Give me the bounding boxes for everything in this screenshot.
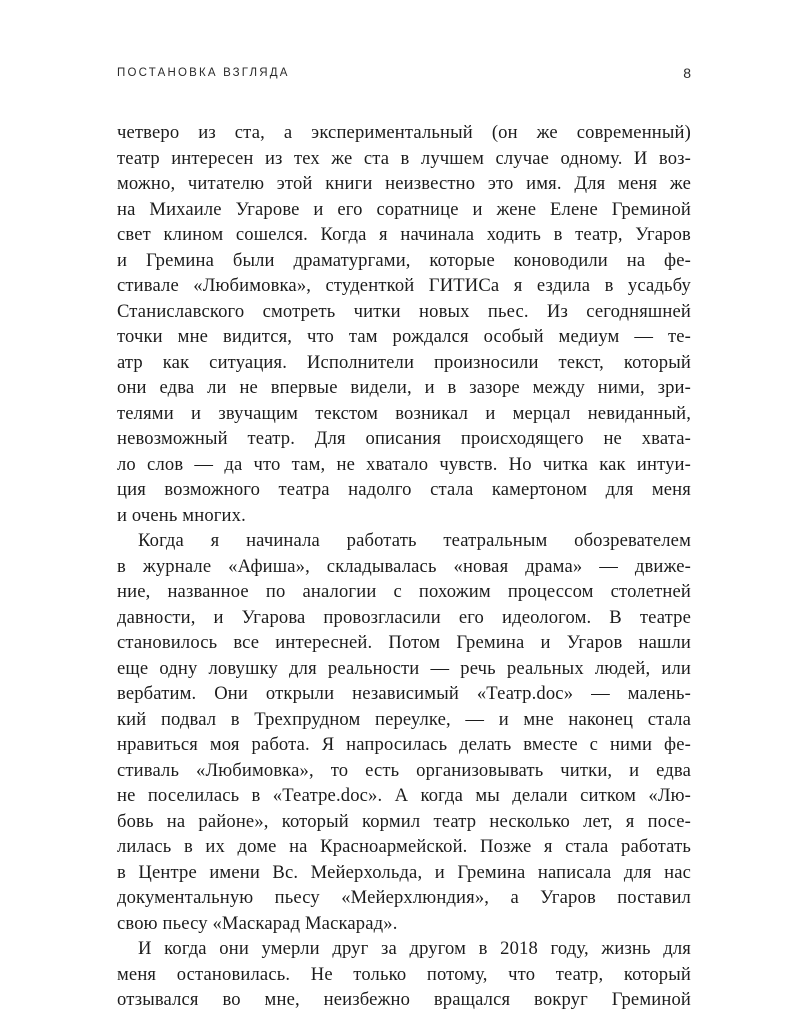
text-line: не поселилась в «Театре.doc». А когда мы делали ситком «Лю- (117, 785, 691, 806)
text-line: и Гремина были драматургами, которые коноводили на фе- (117, 249, 691, 271)
text-line: лилась в их доме на Красноармейской. Позже я стала работать (117, 836, 691, 857)
text-line: Когда я начинала работать театральным обозревателем (138, 530, 691, 551)
text-line: в Центре имени Вс. Мейерхольда, и Гремина написала для нас (117, 861, 691, 883)
text-line: ция возможного театра надолго стала камертоном для меня (117, 479, 691, 500)
text-line: становилось все интересней. Потом Гремина и Угаров нашли (117, 632, 691, 653)
text-line: бовь на районе», который кормил театр несколько лет, я посе- (117, 810, 691, 832)
text-line: и очень многих. (117, 504, 246, 526)
text-line: телями и звучащим текстом возникал и мерцал невиданный, (117, 402, 691, 424)
text-line: И когда они умерли друг за другом в 2018 году, жизнь для (138, 938, 691, 959)
text-line: меня остановилась. Не только потому, что театр, который (117, 963, 691, 985)
text-line: стиваль «Любимовка», то есть организовывать читки, и едва (117, 759, 691, 781)
text-line: вербатим. Они открыли независимый «Театр.doc» — малень- (117, 683, 691, 704)
body-text (117, 120, 691, 1013)
text-line: на Михаиле Угарове и его соратнице и жене Елене Греминой (117, 198, 691, 220)
text-line: стивале «Любимовка», студенткой ГИТИСа я ездила в усадьбу (117, 275, 691, 296)
text-line: ло слов — да что там, не хватало чувств. Но читка как интуи- (117, 453, 691, 475)
text-line: можно, читателю этой книги неизвестно это имя. Для меня же (117, 173, 691, 194)
text-line: нравиться моя работа. Я напросилась делать вместе с ними фе- (117, 734, 691, 755)
running-header (117, 63, 691, 83)
running-title: ПОСТАНОВКА ВЗГЛЯДА (117, 67, 290, 79)
text-line: свет клином сошелся. Когда я начинала ходить в театр, Угаров (117, 224, 691, 245)
text-line: Станиславского смотреть читки новых пьес. Из сегодняшней (117, 300, 691, 322)
text-line: ние, названное по аналогии с похожим процессом столетней (117, 581, 691, 602)
text-line: в журнале «Афиша», складывалась «новая драма» — движе- (117, 555, 691, 577)
text-line: они едва ли не впервые видели, и в зазоре между ними, зри- (117, 377, 691, 398)
text-line: атр как ситуация. Исполнители произносили текст, который (117, 351, 691, 373)
text-line: документальную пьесу «Мейерхлюндия», а Угаров поставил (117, 887, 691, 908)
page-number: 8 (683, 65, 691, 81)
text-line: театр интересен из тех же ста в лучшем случае одному. И воз- (117, 147, 691, 169)
text-line: давности, и Угарова провозгласили его идеологом. В театре (117, 606, 691, 628)
text-line: четверо из ста, а экспериментальный (он же современный) (117, 122, 691, 143)
text-line: еще одну ловушку для реальности — речь реальных людей, или (117, 657, 691, 679)
text-line: кий подвал в Трехпрудном переулке, — и мне наконец стала (117, 708, 691, 730)
text-line: точки мне видится, что там рождался особый медиум — те- (117, 326, 691, 347)
text-line: невозможный театр. Для описания происходящего не хвата- (117, 428, 691, 449)
text-line: свою пьесу «Маскарад Маскарад». (117, 912, 398, 934)
text-line: отзывался во мне, неизбежно вращался вокруг Греминой (117, 989, 691, 1010)
